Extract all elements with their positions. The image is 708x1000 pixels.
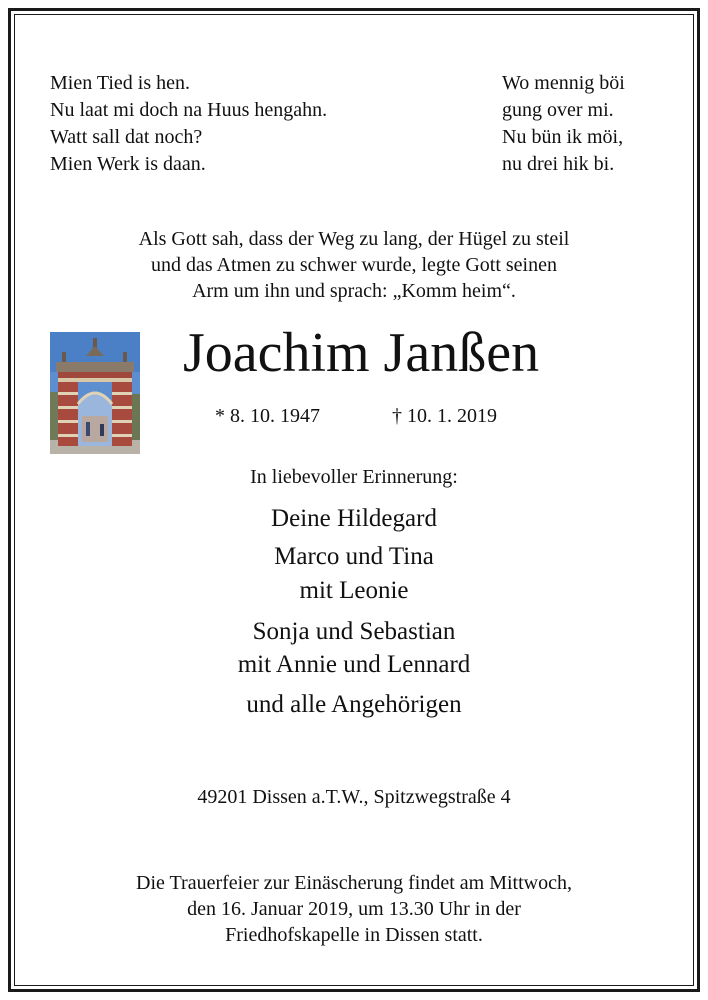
poem-line: Mien Tied is hen. [50, 72, 191, 94]
funeral-notice [0, 870, 708, 948]
funeral-line: den 16. Januar 2019, um 13.30 Uhr in der [187, 898, 521, 920]
quote-line: Arm um ihn und sprach: „Komm heim“. [192, 280, 516, 302]
poem-line: Nu bün ik möi, [502, 126, 624, 148]
family-line: mit Annie und Lennard [237, 651, 471, 678]
birth-date: * 8. 10. 1947 [215, 405, 320, 427]
family-line: und alle Angehörigen [246, 691, 462, 718]
funeral-line: Die Trauerfeier zur Einäscherung findet am Mittwoch, [136, 872, 572, 894]
poem-line: Mien Werk is daan. [50, 153, 206, 175]
funeral-line: Friedhofskapelle in Dissen statt. [225, 924, 483, 946]
death-date: † 10. 1. 2019 [392, 405, 497, 427]
poem-line: Watt sall dat noch? [50, 126, 203, 148]
family-line: Sonja und Sebastian [252, 618, 456, 645]
family-line: Deine Hildegard [271, 505, 437, 532]
intro-line: In liebevoller Erinnerung: [250, 466, 458, 488]
quote-line: Als Gott sah, dass der Weg zu lang, der Hügel zu steil [138, 228, 570, 250]
address: 49201 Dissen a.T.W., Spitzwegstraße 4 [197, 786, 511, 808]
poem-right [502, 70, 625, 178]
quote [0, 226, 708, 304]
poem-line: nu drei hik bi. [502, 153, 615, 175]
family-line: mit Leonie [299, 577, 409, 604]
family-line: Marco und Tina [274, 543, 434, 570]
poem-line: Nu laat mi doch na Huus hengahn. [50, 99, 328, 121]
poem-line: gung over mi. [502, 99, 614, 121]
poem-left [50, 70, 327, 178]
poem-line: Wo mennig böi [502, 72, 625, 94]
quote-line: und das Atmen zu schwer wurde, legte Gott seinen [150, 254, 557, 276]
deceased-name: Joachim Janßen [182, 322, 540, 384]
